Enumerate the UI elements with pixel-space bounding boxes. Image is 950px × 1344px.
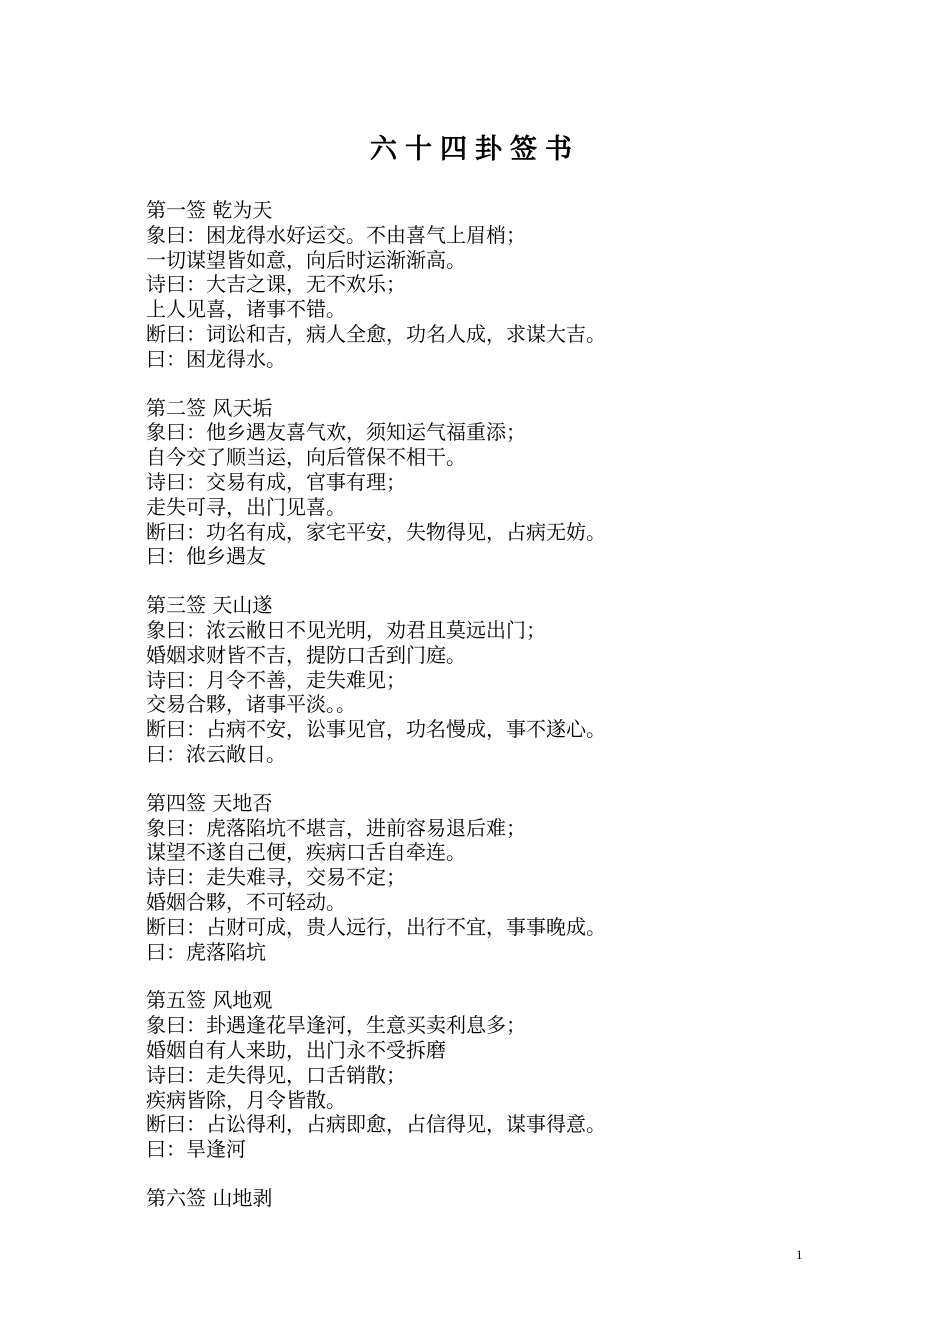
sign-line: 诗曰：走失得见，口舌销散； [146,1062,406,1087]
sign-line: 曰：旱逢河 [146,1137,246,1162]
page-number: 1 [796,1247,803,1262]
sign-line: 断曰：占病不安，讼事见官，功名慢成，事不遂心。 [146,717,606,742]
sign-line: 曰：浓云敞日。 [146,741,286,766]
document-body [146,198,866,1235]
sign-heading: 第四签 天地否 [146,790,273,815]
sign-line: 象曰：卦遇逢花旱逢河，生意买卖利息多； [146,1013,526,1038]
sign-line: 婚姻合夥，不可轻动。 [146,889,346,914]
sign-line: 象曰：浓云敝日不见光明，劝君且莫远出门； [146,617,546,642]
sign-line: 曰：虎落陷坑 [146,939,266,964]
document-title: 六十四卦签书 [370,134,580,165]
sign-line: 谋望不遂自己便，疾病口舌自牵连。 [146,840,466,865]
sign-3 [146,593,866,767]
sign-line: 自今交了顺当运，向后管保不相干。 [146,445,466,470]
sign-line: 交易合夥，诸事平淡。。 [146,692,356,717]
sign-line: 曰：他乡遇友 [146,544,266,569]
sign-2 [146,396,866,570]
sign-line: 诗曰：走失难寻，交易不定； [146,865,406,890]
sign-line: 象曰：他乡遇友喜气欢，须知运气福重添； [146,420,526,445]
sign-line: 断曰：功名有成，家宅平安，失物得见，占病无妨。 [146,519,606,544]
sign-line: 断曰：词讼和吉，病人全愈，功名人成，求谋大吉。 [146,321,606,346]
sign-line: 婚姻求财皆不吉，提防口舌到门庭。 [146,642,466,667]
sign-line: 断曰：占讼得利，占病即愈，占信得见，谋事得意。 [146,1112,606,1137]
sign-heading: 第二签 风天垢 [146,395,273,420]
sign-line: 象曰：困龙得水好运交。不由喜气上眉梢； [146,222,526,247]
sign-heading: 第六签 山地剥 [146,1185,273,1210]
sign-line: 诗曰：月令不善，走失难见； [146,667,406,692]
sign-heading: 第三签 天山遂 [146,593,273,618]
sign-heading: 第五签 风地观 [146,988,273,1013]
sign-heading: 第一签 乾为天 [146,198,273,222]
sign-1 [146,198,866,372]
sign-line: 婚姻自有人来助，出门永不受拆磨 [146,1037,446,1062]
sign-line: 断曰：占财可成，贵人远行，出行不宜，事事晚成。 [146,914,606,939]
sign-line: 诗曰：交易有成，官事有理； [146,469,406,494]
sign-line: 一切谋望皆如意，向后时运渐渐高。 [146,247,466,272]
sign-line: 上人见喜，诸事不错。 [146,297,346,322]
sign-line: 象曰：虎落陷坑不堪言，进前容易退后难； [146,815,526,840]
sign-line: 诗曰：大吉之课，无不欢乐； [146,272,406,297]
sign-5 [146,988,866,1162]
sign-6 [146,1186,866,1211]
sign-line: 疾病皆除，月令皆散。 [146,1087,346,1112]
sign-line: 曰：困龙得水。 [146,346,286,371]
sign-4 [146,791,866,965]
sign-line: 走失可寻，出门见喜。 [146,494,346,519]
